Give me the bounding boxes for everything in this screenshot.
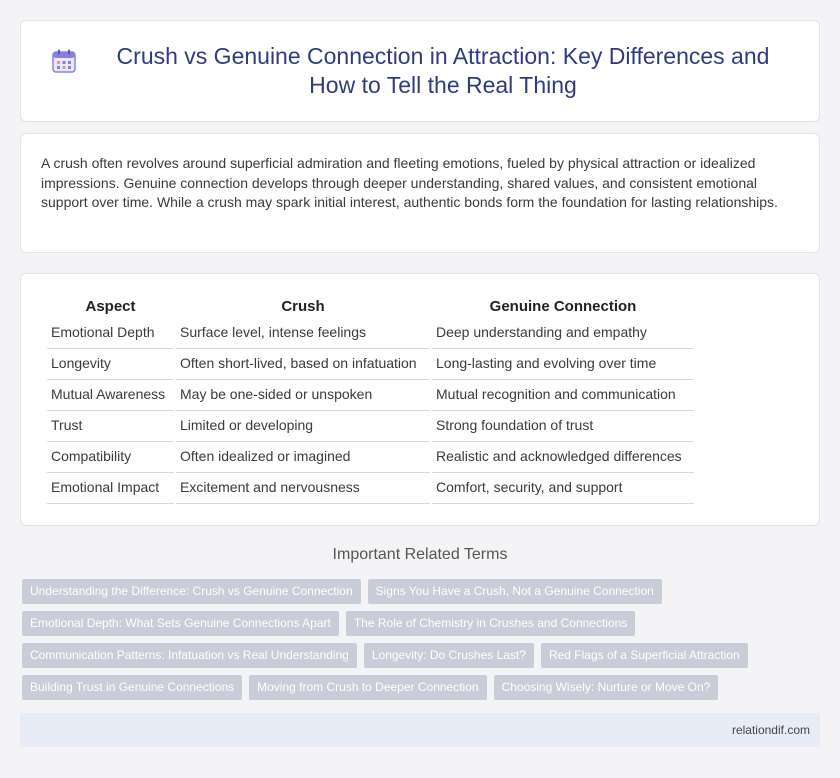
table-cell: Long-lasting and evolving over time — [432, 349, 694, 380]
page-title: Crush vs Genuine Connection in Attraction: Key Differences and How to Tell the Real Thing — [116, 43, 770, 98]
intro-paragraph: A crush often revolves around superficial admiration and fleeting emotions, fueled by physical attraction or idealized impressions. Genuine connection develops through deeper understanding, shared values, and consistent emotional support over time. While a crush may spark initial interest, authentic bonds form the foundation for lasting relationships. — [41, 155, 778, 210]
table-cell: Deep understanding and empathy — [432, 318, 694, 349]
related-term-link[interactable]: Understanding the Difference: Crush vs Genuine Connection — [22, 579, 361, 604]
table-header-row — [47, 296, 694, 318]
related-term-link[interactable]: Emotional Depth: What Sets Genuine Connections Apart — [22, 611, 339, 636]
table-cell: Often short-lived, based on infatuation — [176, 349, 430, 380]
table-row — [47, 380, 694, 411]
table-cell: Surface level, intense feelings — [176, 318, 430, 349]
header-genuine-connection: Genuine Connection — [489, 298, 637, 315]
table-row — [47, 473, 694, 504]
table-row — [47, 349, 694, 380]
table-row — [47, 318, 694, 349]
intro-card — [20, 133, 820, 253]
table-cell: Compatibility — [47, 442, 174, 473]
table-row — [47, 442, 694, 473]
related-terms-list — [22, 579, 818, 707]
header-aspect: Aspect — [85, 298, 136, 315]
comparison-card — [20, 273, 820, 526]
footer-site-name[interactable]: relationdif.com — [731, 723, 810, 737]
table-cell: Mutual recognition and communication — [432, 380, 694, 411]
related-term-link[interactable]: Building Trust in Genuine Connections — [22, 675, 242, 700]
related-term-link[interactable]: Communication Patterns: Infatuation vs Real Understanding — [22, 643, 357, 668]
table-cell: May be one-sided or unspoken — [176, 380, 430, 411]
calendar-icon — [51, 48, 77, 74]
table-cell: Limited or developing — [176, 411, 430, 442]
related-term-link[interactable]: Signs You Have a Crush, Not a Genuine Connection — [368, 579, 662, 604]
table-cell: Longevity — [47, 349, 174, 380]
related-term-link[interactable]: The Role of Chemistry in Crushes and Connections — [346, 611, 635, 636]
table-cell: Excitement and nervousness — [176, 473, 430, 504]
related-term-link[interactable]: Moving from Crush to Deeper Connection — [249, 675, 486, 700]
table-cell: Comfort, security, and support — [432, 473, 694, 504]
related-term-link[interactable]: Longevity: Do Crushes Last? — [364, 643, 534, 668]
header-crush: Crush — [281, 298, 325, 315]
table-row — [47, 411, 694, 442]
title-wrap — [51, 42, 789, 100]
footer — [20, 713, 820, 747]
table-cell: Emotional Depth — [47, 318, 174, 349]
table-cell: Mutual Awareness — [47, 380, 174, 411]
table-cell: Emotional Impact — [47, 473, 174, 504]
table-cell: Trust — [47, 411, 174, 442]
comparison-table — [45, 296, 696, 504]
related-terms-heading: Important Related Terms — [332, 546, 508, 563]
header-card — [20, 20, 820, 122]
table-cell: Often idealized or imagined — [176, 442, 430, 473]
table-cell: Realistic and acknowledged differences — [432, 442, 694, 473]
related-term-link[interactable]: Red Flags of a Superficial Attraction — [541, 643, 748, 668]
related-term-link[interactable]: Choosing Wisely: Nurture or Move On? — [494, 675, 719, 700]
table-cell: Strong foundation of trust — [432, 411, 694, 442]
